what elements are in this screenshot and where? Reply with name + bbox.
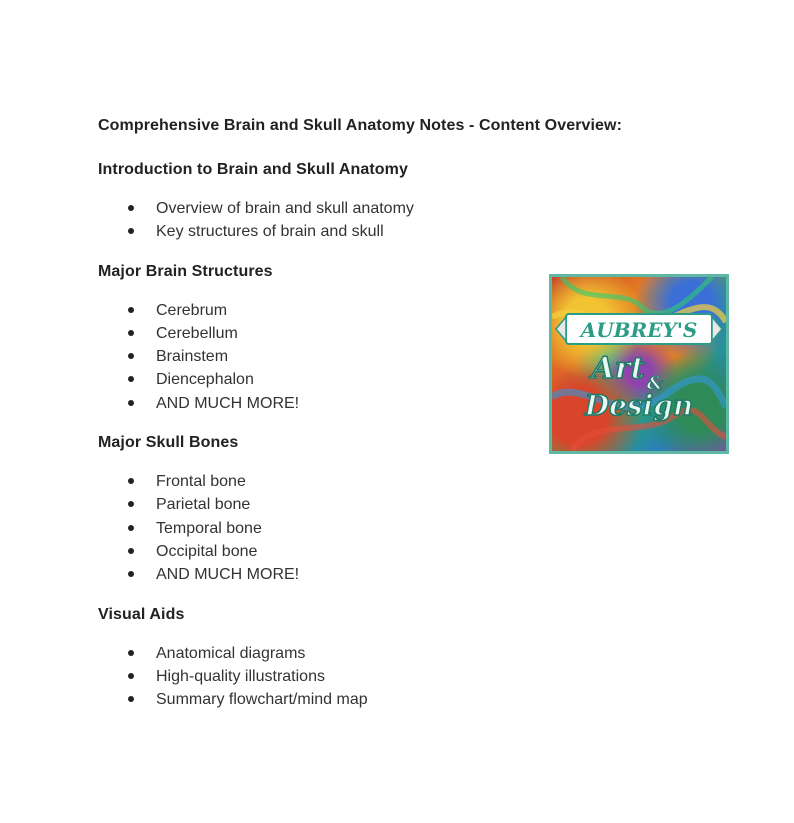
- bullet-list: [98, 197, 698, 244]
- list-item: [98, 688, 698, 711]
- bullet-icon: [128, 650, 134, 656]
- list-item-text: Temporal bone: [156, 519, 262, 537]
- bullet-icon: [128, 330, 134, 336]
- list-item-text: Occipital bone: [156, 542, 258, 560]
- section-visual-aids: [98, 606, 698, 712]
- list-item: [98, 470, 698, 493]
- bullet-icon: [128, 353, 134, 359]
- logo-line2: Art: [591, 351, 645, 386]
- list-item-text: Diencephalon: [156, 371, 254, 389]
- list-item-text: Parietal bone: [156, 496, 251, 514]
- list-item-text: AND MUCH MORE!: [156, 394, 300, 412]
- list-item-text: Overview of brain and skull anatomy: [156, 200, 414, 217]
- bullet-icon: [128, 571, 134, 577]
- logo-line3: Design: [584, 389, 694, 422]
- logo-artwork: [552, 277, 726, 451]
- document-title: Comprehensive Brain and Skull Anatomy Notes - Content Overview:: [98, 117, 623, 134]
- logo-ampersand: &: [646, 373, 664, 394]
- bullet-icon: [128, 696, 134, 702]
- bullet-list: [98, 642, 698, 712]
- list-item-text: Frontal bone: [156, 473, 246, 491]
- section-skull-bones: [98, 434, 698, 586]
- aubreys-art-design-logo: [549, 274, 729, 454]
- list-item-text: Cerebellum: [156, 324, 238, 342]
- list-item-text: Anatomical diagrams: [156, 644, 306, 662]
- bullet-icon: [128, 228, 134, 234]
- bullet-icon: [128, 548, 134, 554]
- list-item-text: Brainstem: [156, 348, 229, 366]
- section-introduction: [98, 161, 698, 244]
- bullet-icon: [128, 307, 134, 313]
- bullet-icon: [128, 376, 134, 382]
- list-item: [98, 197, 698, 220]
- list-item-text: Cerebrum: [156, 301, 228, 319]
- list-item: [98, 220, 698, 243]
- list-item: [98, 642, 698, 665]
- bullet-icon: [128, 205, 134, 211]
- list-item: [98, 665, 698, 688]
- section-heading: Visual Aids: [98, 605, 185, 623]
- section-heading: Major Skull Bones: [98, 434, 239, 452]
- list-item: [98, 540, 698, 563]
- bullet-icon: [128, 525, 134, 531]
- bullet-list: [98, 470, 698, 586]
- bullet-icon: [128, 478, 134, 484]
- section-heading: Major Brain Structures: [98, 262, 273, 280]
- list-item: [98, 517, 698, 540]
- list-item-text: Summary flowchart/mind map: [156, 691, 368, 709]
- list-item-text: AND MUCH MORE!: [156, 566, 300, 584]
- bullet-icon: [128, 501, 134, 507]
- bullet-icon: [128, 673, 134, 679]
- section-heading: Introduction to Brain and Skull Anatomy: [98, 161, 408, 178]
- list-item-text: High-quality illustrations: [156, 667, 325, 685]
- logo-line1: AUBREY'S: [580, 318, 698, 342]
- list-item: [98, 493, 698, 516]
- list-item: [98, 563, 698, 586]
- bullet-icon: [128, 400, 134, 406]
- list-item-text: Key structures of brain and skull: [156, 223, 384, 241]
